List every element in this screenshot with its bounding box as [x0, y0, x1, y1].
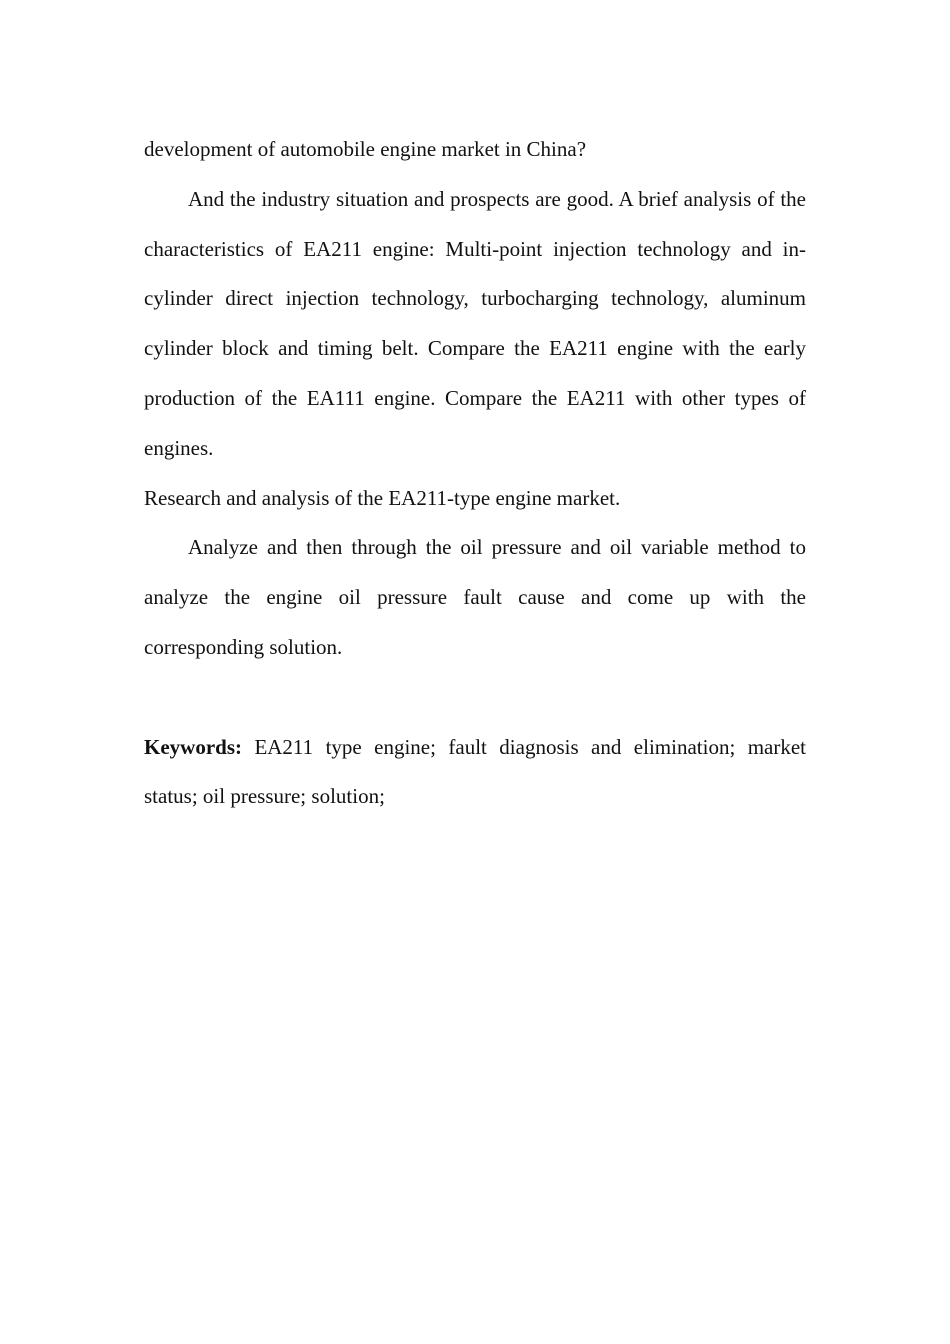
paragraph-industry-analysis: And the industry situation and prospects are good. A brief analysis of the characteristics of EA211 engine: Multi-point injection technology and in-cylinder direct injection technology, turbocharging technology, aluminum cylinder block and timing belt. Compare the EA211 engine with the early production of the EA111 engine. Compare the EA211 with other types of engines. [144, 186, 806, 460]
paragraph-spacer [144, 673, 806, 723]
keywords-label: Keywords: [144, 734, 242, 759]
abstract-body [144, 125, 806, 822]
paragraph-continuation: development of automobile engine market in China? [144, 137, 587, 161]
paragraph-oil-pressure: Analyze and then through the oil pressure and oil variable method to analyze the engine oil pressure fault cause and come up with the corresponding solution. [144, 535, 806, 659]
paragraph-market-research: Research and analysis of the EA211-type engine market. [144, 485, 621, 510]
keywords-paragraph [144, 723, 806, 823]
keywords-text: EA211 type engine; fault diagnosis and elimination; market status; oil pressure; solution; [144, 734, 807, 809]
